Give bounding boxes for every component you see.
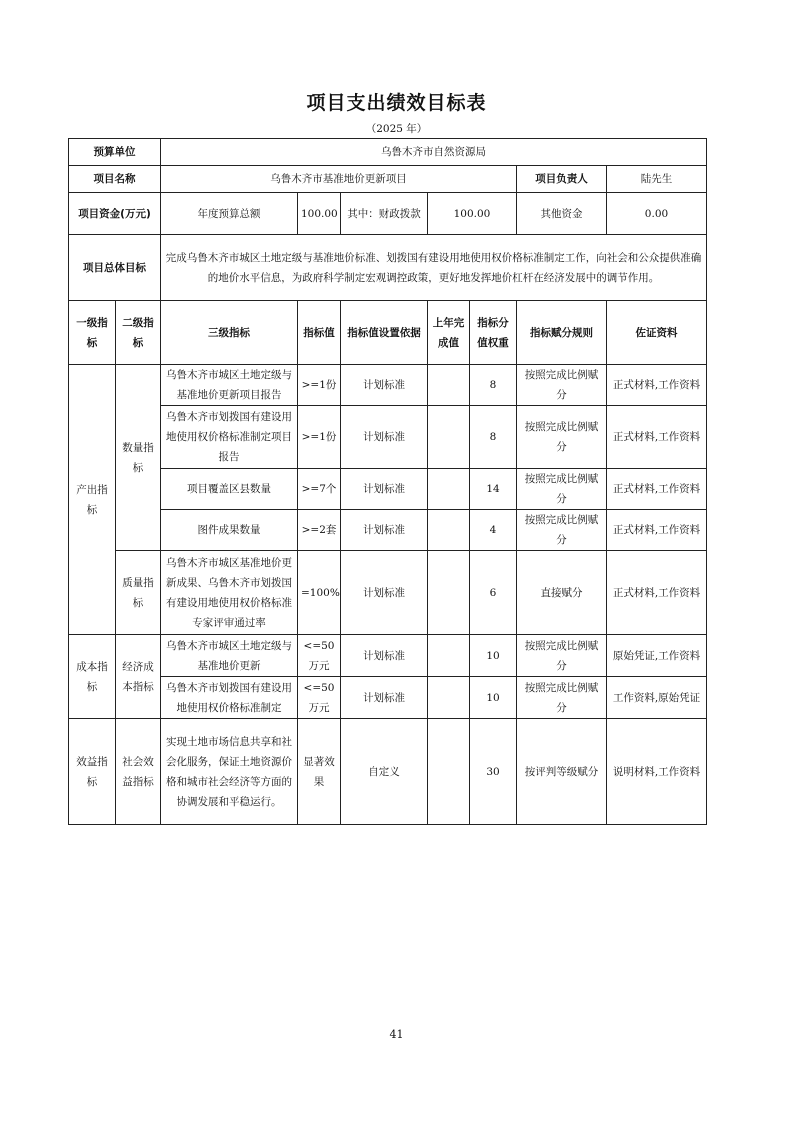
year-label: （2025 年）	[365, 123, 428, 135]
fiscal-value: 100.00	[428, 193, 517, 235]
fiscal-label: 其中：财政拨款	[341, 193, 428, 235]
row-l3: 乌鲁木齐市划拨国有建设用地使用权价格标准制定项目报告	[161, 406, 298, 469]
funds-label: 项目资金(万元)	[69, 193, 161, 235]
row-rule: 按照完成比例赋分	[517, 469, 607, 510]
row-prev	[428, 510, 470, 551]
row-weight: 14	[470, 469, 517, 510]
row-prev	[428, 719, 470, 825]
row-evidence: 说明材料,工作资料	[607, 719, 707, 825]
project-name-value: 乌鲁木齐市基准地价更新项目	[161, 166, 517, 193]
row-prev	[428, 551, 470, 635]
group-output: 产出指标	[69, 365, 116, 635]
annual-total-label: 年度预算总额	[161, 193, 298, 235]
unit-value: 乌鲁木齐市自然资源局	[161, 139, 707, 166]
table-row	[69, 406, 707, 469]
group-economic-cost: 经济成本指标	[116, 635, 161, 719]
annual-total-value: 100.00	[298, 193, 341, 235]
row-value: >=7个	[298, 469, 341, 510]
other-funds-label: 其他资金	[517, 193, 607, 235]
group-benefit: 效益指标	[69, 719, 116, 825]
row-weight: 30	[470, 719, 517, 825]
row-weight: 8	[470, 365, 517, 406]
row-l3: 乌鲁木齐市城区基准地价更新成果、乌鲁木齐市划拨国有建设用地使用权价格标准专家评审通过率	[161, 551, 298, 635]
responsible-label: 项目负责人	[517, 166, 607, 193]
responsible-value: 陆先生	[607, 166, 707, 193]
row-prev	[428, 406, 470, 469]
row-prev	[428, 469, 470, 510]
row-weight: 8	[470, 406, 517, 469]
row-evidence: 正式材料,工作资料	[607, 406, 707, 469]
row-basis: 计划标准	[341, 365, 428, 406]
page-title: 项目支出绩效目标表	[306, 92, 487, 114]
header-weight: 指标分值权重	[470, 301, 517, 365]
row-l3: 乌鲁木齐市城区土地定级与基准地价更新项目报告	[161, 365, 298, 406]
row-weight: 4	[470, 510, 517, 551]
row-rule: 按照完成比例赋分	[517, 365, 607, 406]
row-weight: 10	[470, 677, 517, 719]
row-l3: 图件成果数量	[161, 510, 298, 551]
header-level3: 三级指标	[161, 301, 298, 365]
overall-goal-row	[69, 235, 707, 301]
row-value: >=1份	[298, 406, 341, 469]
row-rule: 按照完成比例赋分	[517, 510, 607, 551]
header-basis: 指标值设置依据	[341, 301, 428, 365]
row-basis: 计划标准	[341, 677, 428, 719]
row-prev	[428, 635, 470, 677]
row-basis: 计划标准	[341, 510, 428, 551]
group-quantity: 数量指标	[116, 365, 161, 551]
table-row	[69, 469, 707, 510]
row-basis: 自定义	[341, 719, 428, 825]
row-l3: 乌鲁木齐市城区土地定级与基准地价更新	[161, 635, 298, 677]
group-quality: 质量指标	[116, 551, 161, 635]
row-evidence: 正式材料,工作资料	[607, 510, 707, 551]
row-evidence: 原始凭证,工作资料	[607, 635, 707, 677]
row-rule: 按照完成比例赋分	[517, 406, 607, 469]
table-row	[69, 551, 707, 635]
unit-row	[69, 139, 707, 166]
overall-goal-text: 完成乌鲁木齐市城区土地定级与基准地价标准、划拨国有建设用地使用权价格标准制定工作，向社会和公众提供准确的地价水平信息，为政府科学制定宏观调控政策，更好地发挥地价杠杆在经济发展中的调节作用。	[161, 235, 707, 301]
header-value: 指标值	[298, 301, 341, 365]
header-evidence: 佐证资料	[607, 301, 707, 365]
row-rule: 直接赋分	[517, 551, 607, 635]
row-rule: 按照完成比例赋分	[517, 635, 607, 677]
table-row	[69, 719, 707, 825]
table-row	[69, 677, 707, 719]
row-weight: 6	[470, 551, 517, 635]
funds-row	[69, 193, 707, 235]
row-evidence: 正式材料,工作资料	[607, 469, 707, 510]
header-row	[69, 301, 707, 365]
row-basis: 计划标准	[341, 469, 428, 510]
project-name-label: 项目名称	[69, 166, 161, 193]
header-prev: 上年完成值	[428, 301, 470, 365]
row-rule: 按评判等级赋分	[517, 719, 607, 825]
row-l3: 乌鲁木齐市划拨国有建设用地使用权价格标准制定	[161, 677, 298, 719]
row-rule: 按照完成比例赋分	[517, 677, 607, 719]
row-basis: 计划标准	[341, 551, 428, 635]
row-l3: 项目覆盖区县数量	[161, 469, 298, 510]
table-row	[69, 635, 707, 677]
project-name-row	[69, 166, 707, 193]
row-evidence: 正式材料,工作资料	[607, 365, 707, 406]
group-cost: 成本指标	[69, 635, 116, 719]
row-value: >=2套	[298, 510, 341, 551]
overall-goal-label: 项目总体目标	[69, 235, 161, 301]
row-value: 显著效果	[298, 719, 341, 825]
table-row	[69, 510, 707, 551]
page-number: 41	[389, 1028, 404, 1041]
row-weight: 10	[470, 635, 517, 677]
row-prev	[428, 677, 470, 719]
other-funds-value: 0.00	[607, 193, 707, 235]
row-evidence: 工作资料,原始凭证	[607, 677, 707, 719]
row-value: <=50万元	[298, 635, 341, 677]
row-value: >=1份	[298, 365, 341, 406]
row-prev	[428, 365, 470, 406]
row-value: <=50万元	[298, 677, 341, 719]
row-evidence: 正式材料,工作资料	[607, 551, 707, 635]
performance-target-table	[68, 138, 707, 825]
row-basis: 计划标准	[341, 406, 428, 469]
table-row	[69, 365, 707, 406]
row-basis: 计划标准	[341, 635, 428, 677]
group-social-benefit: 社会效益指标	[116, 719, 161, 825]
header-level1: 一级指标	[69, 301, 116, 365]
unit-label: 预算单位	[69, 139, 161, 166]
row-l3: 实现土地市场信息共享和社会化服务，保证土地资源价格和城市社会经济等方面的协调发展和平稳运行。	[161, 719, 298, 825]
header-rule: 指标赋分规则	[517, 301, 607, 365]
row-value: =100%	[298, 551, 341, 635]
header-level2: 二级指标	[116, 301, 161, 365]
